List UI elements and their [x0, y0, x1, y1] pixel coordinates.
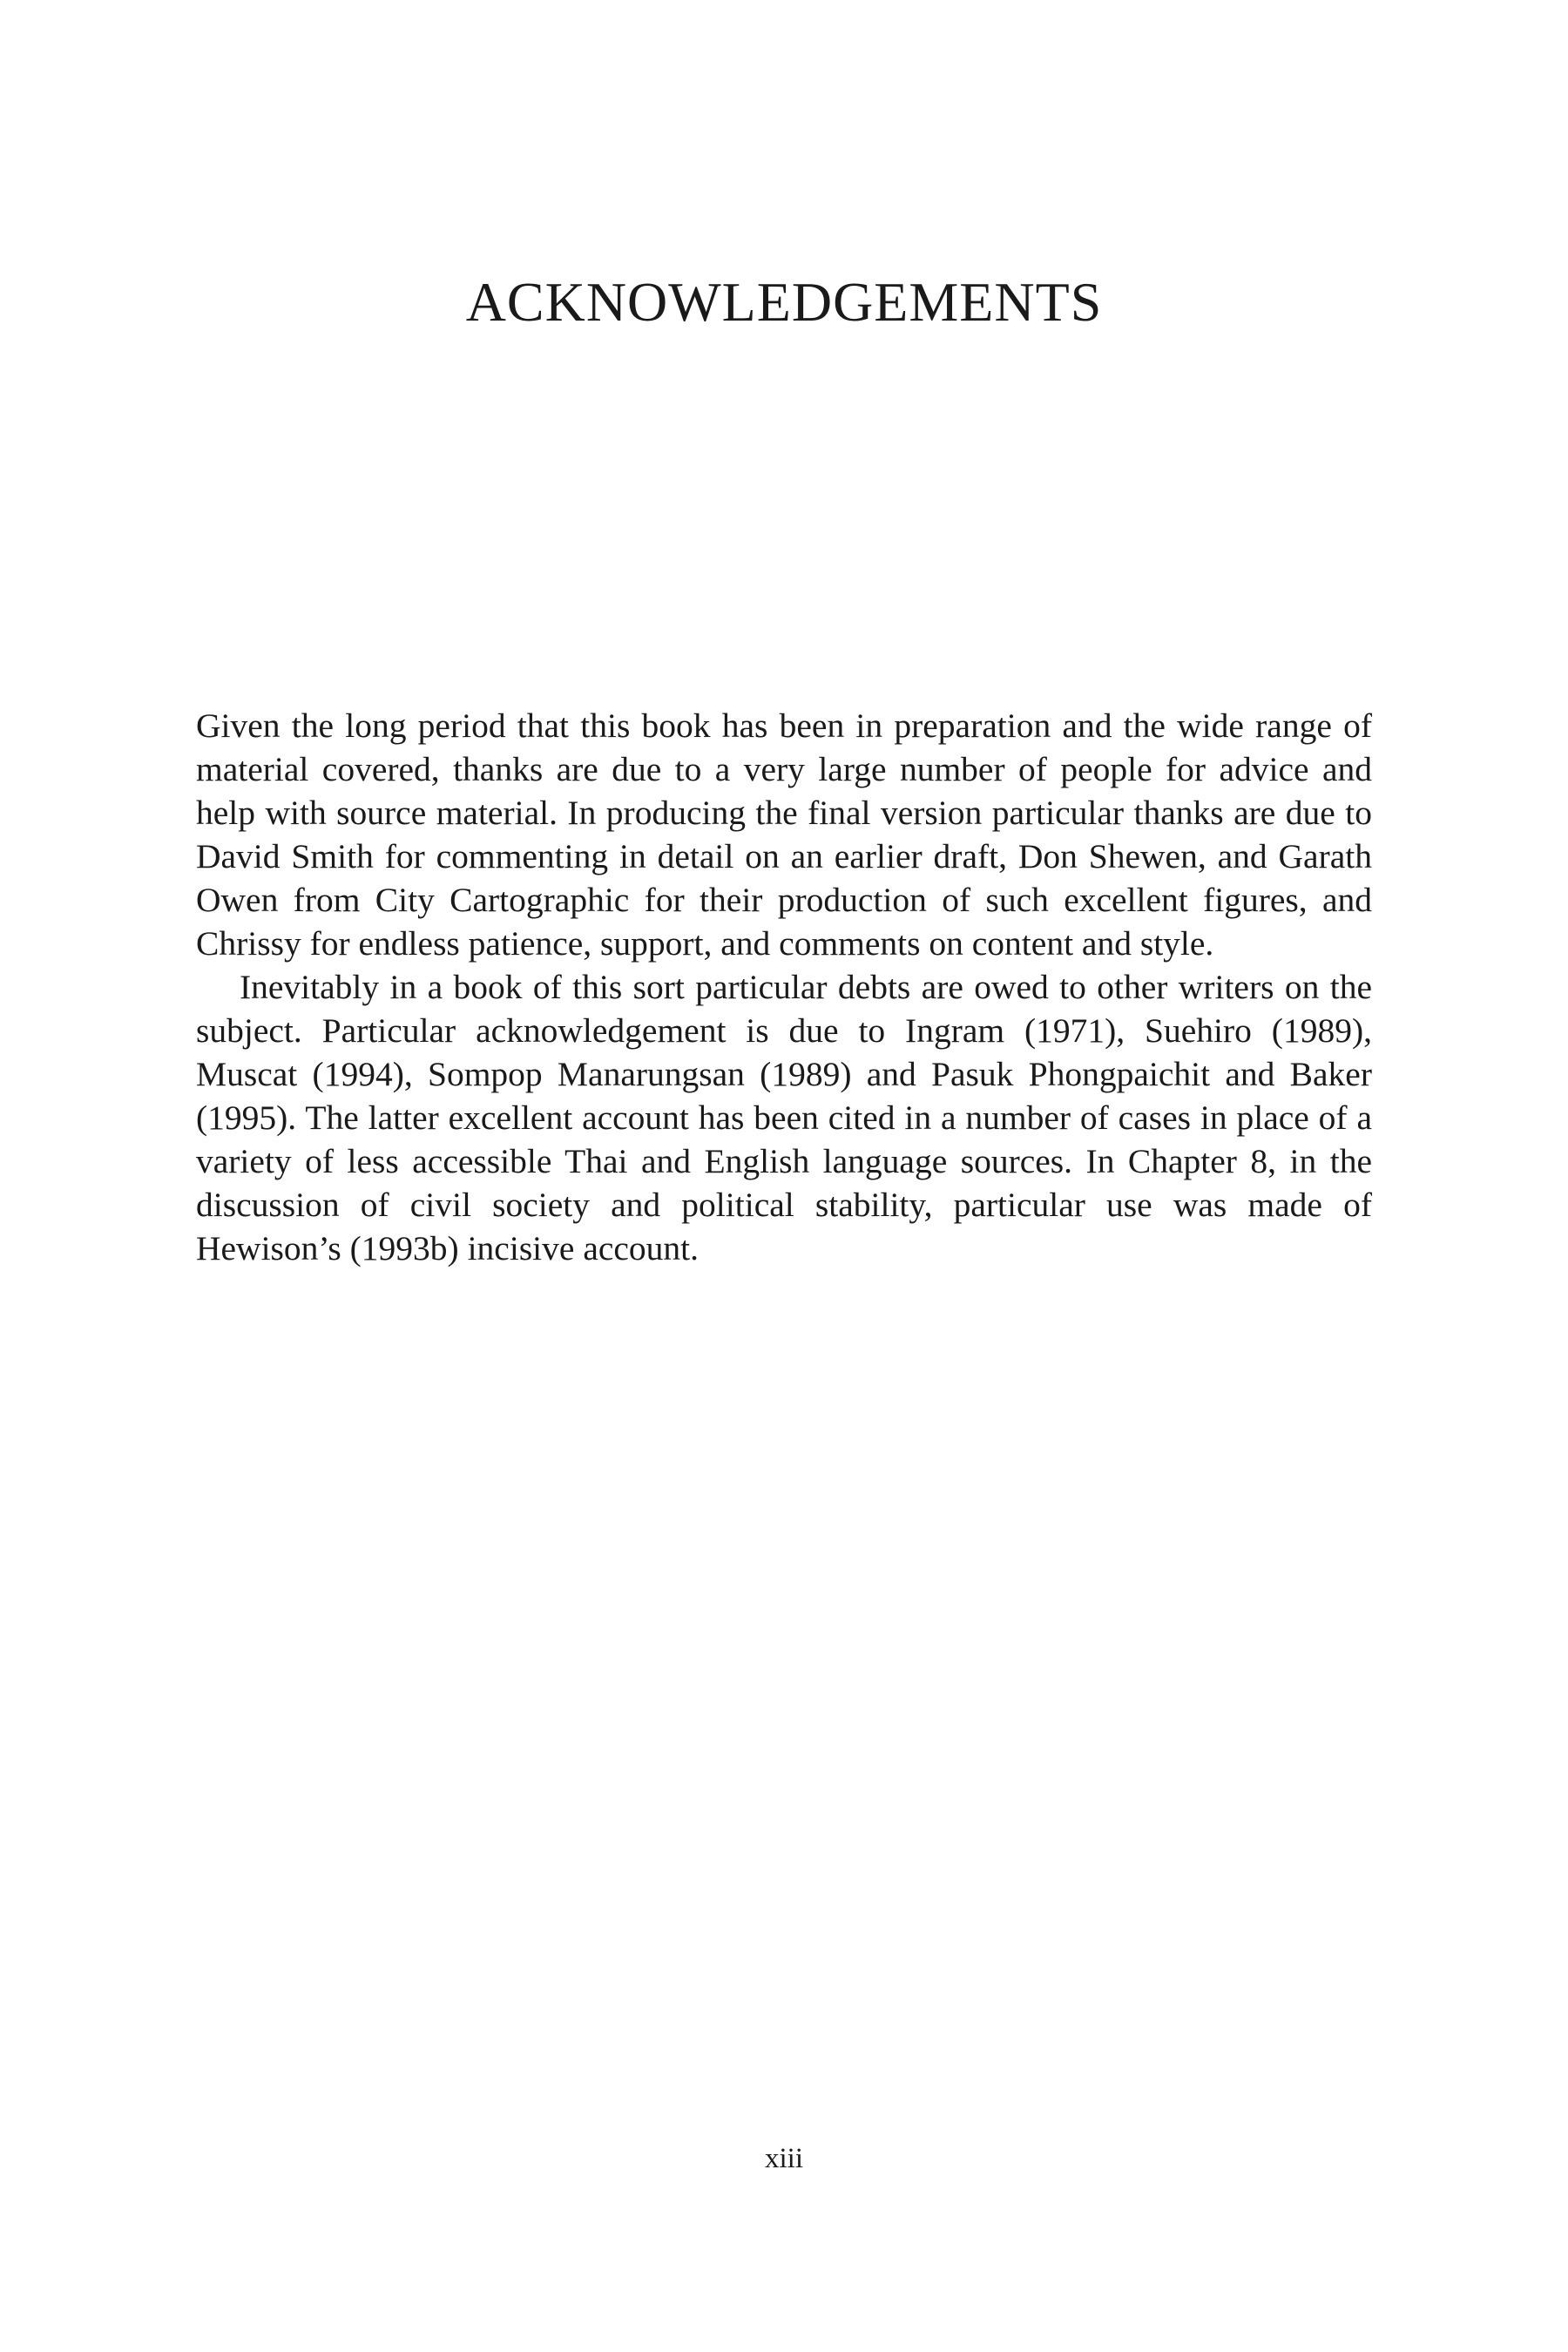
- body-text: [196, 704, 1372, 1270]
- page-number: xiii: [764, 2143, 803, 2174]
- paragraph-2: Inevitably in a book of this sort particular debts are owed to other writers on the subject. Particular acknowledgement is due to Ingram (1971), Suehiro (1989), Muscat (1994), Sompop Manarungsan (1989) and Pasuk Phongpaichit and Baker (1995). The latter excellent account has been cited in a number of cases in place of a variety of less accessible Thai and English language sources. In Chapter 8, in the discussion of civil society and political stability, particular use was made of Hewison’s (1993b) incisive account.: [196, 968, 1372, 1267]
- page-title: ACKNOWLEDGEMENTS: [465, 271, 1103, 333]
- paragraph-1: Given the long period that this book has been in preparation and the wide range of material covered, thanks are due to a very large number of people for advice and help with source material. In producing the final version particular thanks are due to David Smith for commenting in detail on an earlier draft, Don Shewen, and Garath Owen from City Cartographic for their production of such excellent figures, and Chrissy for endless patience, support, and comments on content and style.: [196, 706, 1372, 963]
